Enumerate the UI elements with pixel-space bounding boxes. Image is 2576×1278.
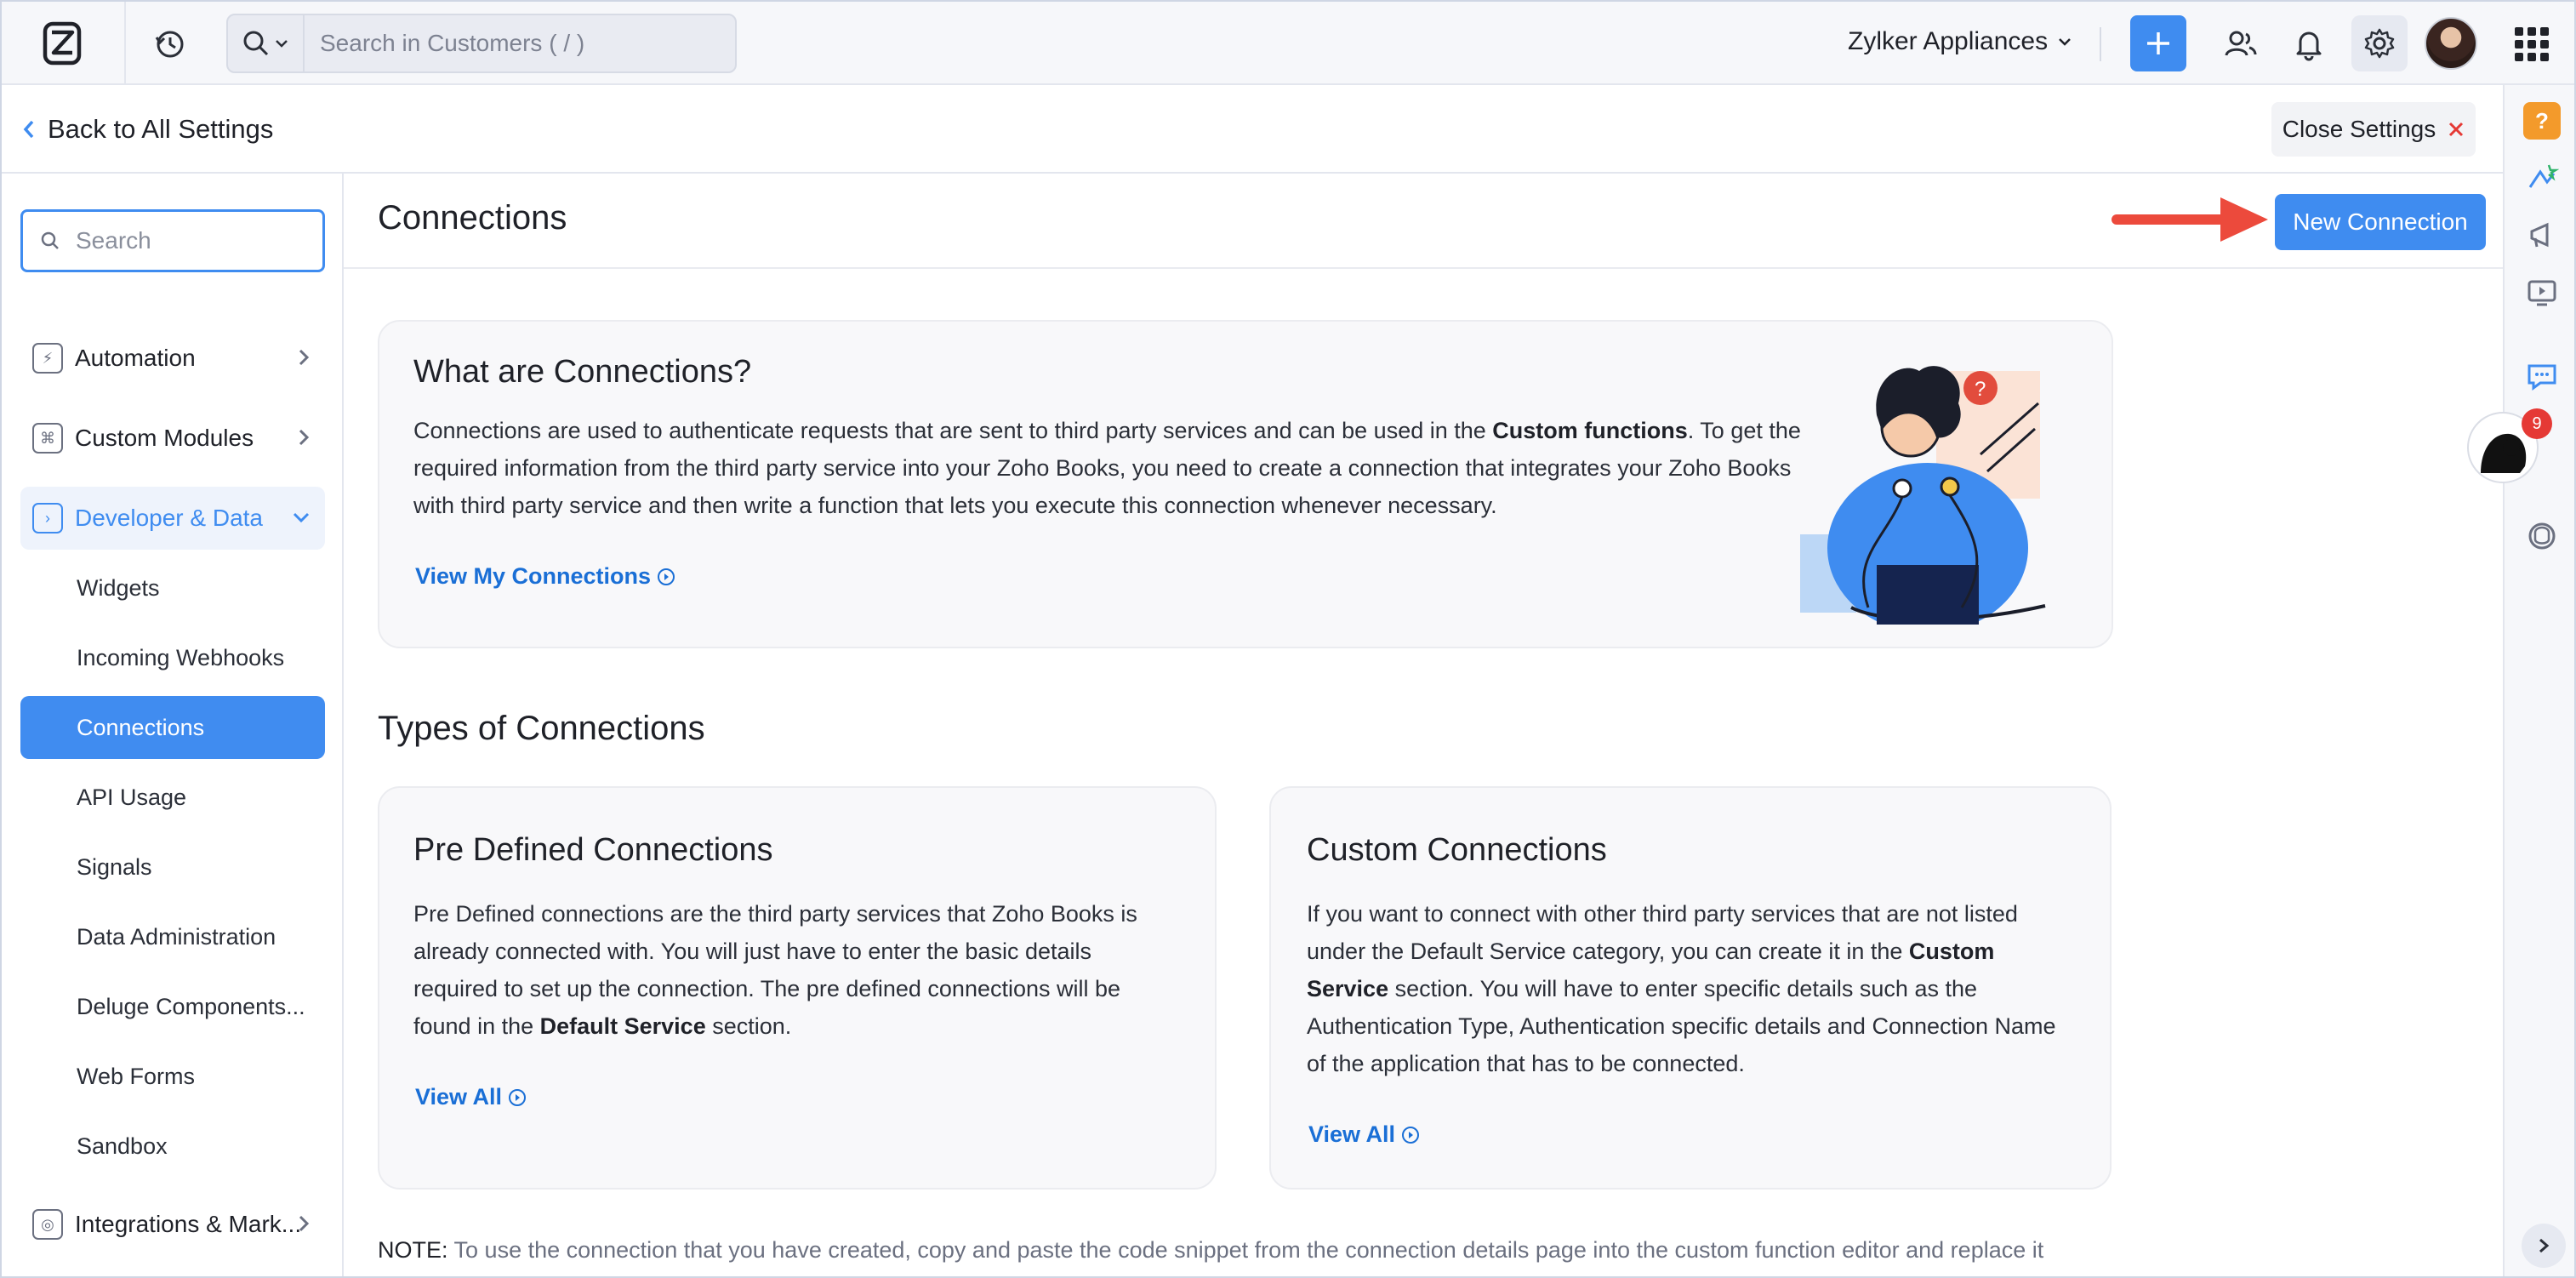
custom-connections-card — [1269, 786, 2112, 1190]
sidebar-group-label: Custom Modules — [75, 425, 254, 451]
sidebar-group-integrations[interactable] — [20, 1193, 325, 1256]
svg-text:?: ? — [1975, 378, 1986, 401]
chevron-right-icon — [2537, 1237, 2550, 1254]
help-icon[interactable]: ? — [2523, 102, 2561, 140]
chevron-left-icon — [22, 119, 36, 140]
sidebar-group-label: Integrations & Mark... — [75, 1211, 302, 1237]
integrations-icon: ◎ — [32, 1209, 63, 1240]
sidebar-item-widgets[interactable]: Widgets — [77, 574, 160, 601]
announcements-icon[interactable] — [2523, 216, 2561, 254]
expand-rail-button[interactable] — [2522, 1224, 2566, 1268]
sidebar-group-label: Developer & Data — [75, 505, 264, 531]
global-search[interactable] — [226, 14, 737, 73]
link-label: View All — [415, 1084, 503, 1110]
note-text: NOTE: To use the connection that you have created, copy and paste the code snippet from the connection details page into the custom function editor and replace it — [378, 1237, 2044, 1263]
quick-create-button[interactable] — [2130, 15, 2186, 71]
card-description: Connections are used to authenticate requests that are sent to third party services and can be used in the Custom functions. To get the required information from the third party service into your Zoho Books, you need to create a connection that integrates your Zoho Books with third party service and then write a function that lets you execute this connection whenever necessary. — [413, 418, 1801, 518]
avatar[interactable] — [2425, 17, 2477, 70]
users-icon[interactable] — [2220, 24, 2261, 65]
link-label: View My Connections — [415, 563, 652, 589]
global-search-input[interactable]: Search in Customers ( / ) — [320, 30, 585, 56]
custom-view-all-link[interactable] — [1308, 1121, 1419, 1148]
callout-arrow-icon — [2110, 192, 2271, 247]
page-title: Connections — [378, 199, 567, 237]
main-content — [344, 174, 2503, 1278]
back-to-settings-link[interactable] — [22, 114, 273, 145]
chevron-down-icon — [274, 36, 289, 51]
sidebar-group-developer-data[interactable] — [20, 487, 325, 550]
notification-bell-icon[interactable] — [2288, 24, 2329, 65]
settings-header — [2, 85, 2503, 174]
search-icon — [40, 231, 60, 251]
settings-sidebar — [2, 174, 344, 1278]
automation-icon: ⚡ — [32, 343, 63, 374]
sidebar-group-label: Automation — [75, 345, 196, 371]
settings-search-input[interactable] — [20, 209, 325, 272]
predefined-view-all-link[interactable] — [415, 1084, 526, 1110]
app-launcher-icon[interactable] — [2515, 27, 2549, 61]
sidebar-item-sandbox[interactable]: Sandbox — [77, 1133, 168, 1159]
connections-illustration — [1800, 352, 2072, 625]
close-settings-label: Close Settings — [2282, 116, 2436, 142]
card-description: Pre Defined connections are the third party services that Zoho Books is already connected with. You will just have to enter the basic details required to set up the connection. The pre defined connections will be found in the Default Service section. — [413, 901, 1137, 1039]
predefined-connections-card — [378, 786, 1217, 1190]
recent-history-icon[interactable] — [151, 26, 189, 63]
types-section-title: Types of Connections — [378, 710, 705, 747]
app-logo[interactable] — [2, 2, 126, 85]
new-connection-button[interactable]: New Connection — [2275, 194, 2486, 250]
chevron-right-icon — [296, 347, 311, 368]
sidebar-group-automation[interactable] — [20, 327, 325, 390]
custom-modules-icon: ⌘ — [32, 423, 63, 454]
card-title: Pre Defined Connections — [413, 832, 773, 868]
sidebar-item-api-usage[interactable]: API Usage — [77, 784, 187, 810]
sidebar-item-signals[interactable]: Signals — [77, 853, 152, 880]
sidebar-item-deluge-components[interactable]: Deluge Components... — [77, 993, 305, 1019]
view-my-connections-link[interactable] — [415, 563, 675, 590]
sidebar-item-connections[interactable]: Connections — [20, 696, 325, 759]
gear-icon — [2363, 27, 2396, 60]
chevron-down-icon — [2056, 33, 2073, 50]
chevron-down-icon — [291, 507, 311, 528]
settings-button[interactable] — [2351, 15, 2408, 71]
card-title: Custom Connections — [1307, 832, 1607, 868]
community-icon[interactable] — [2523, 517, 2561, 555]
arrow-circle-icon — [1402, 1127, 1419, 1144]
sidebar-item-data-administration[interactable]: Data Administration — [77, 923, 276, 950]
arrow-circle-icon — [658, 568, 675, 585]
organization-name: Zylker Appliances — [1848, 27, 2049, 55]
developer-icon: › — [32, 503, 63, 533]
back-label: Back to All Settings — [48, 114, 274, 144]
sidebar-group-custom-modules[interactable] — [20, 407, 325, 470]
arrow-circle-icon — [509, 1089, 526, 1106]
card-title: What are Connections? — [413, 354, 752, 390]
chat-feedback-icon[interactable] — [2523, 357, 2561, 395]
whats-new-icon[interactable] — [2523, 160, 2561, 197]
top-bar — [2, 2, 2576, 85]
page-header — [344, 174, 2503, 269]
right-rail — [2503, 85, 2576, 1278]
what-are-connections-card — [378, 320, 2113, 648]
chevron-right-icon — [296, 1213, 311, 1234]
close-icon — [2448, 121, 2465, 138]
settings-search-placeholder: Search — [76, 227, 151, 254]
close-settings-button[interactable] — [2271, 102, 2476, 157]
organization-switcher[interactable] — [1848, 27, 2073, 56]
divider — [2100, 27, 2101, 61]
search-icon — [242, 29, 271, 58]
link-label: View All — [1308, 1121, 1396, 1147]
video-tutorial-icon[interactable] — [2523, 274, 2561, 311]
sidebar-item-web-forms[interactable]: Web Forms — [77, 1063, 196, 1089]
card-description: If you want to connect with other third party services that are not listed under the Default Service category, you can create it in the Custom Service section. You will have to enter specific details such as the Authentication Type, Authentication specific details and Connection Name of the application that has to be connected. — [1307, 901, 2056, 1076]
chevron-right-icon — [296, 427, 311, 448]
sidebar-item-incoming-webhooks[interactable]: Incoming Webhooks — [77, 644, 285, 670]
plus-icon — [2144, 29, 2173, 58]
notification-count-badge: 9 — [2522, 408, 2552, 439]
search-scope-dropdown[interactable] — [228, 15, 305, 71]
books-logo-icon — [40, 20, 86, 66]
